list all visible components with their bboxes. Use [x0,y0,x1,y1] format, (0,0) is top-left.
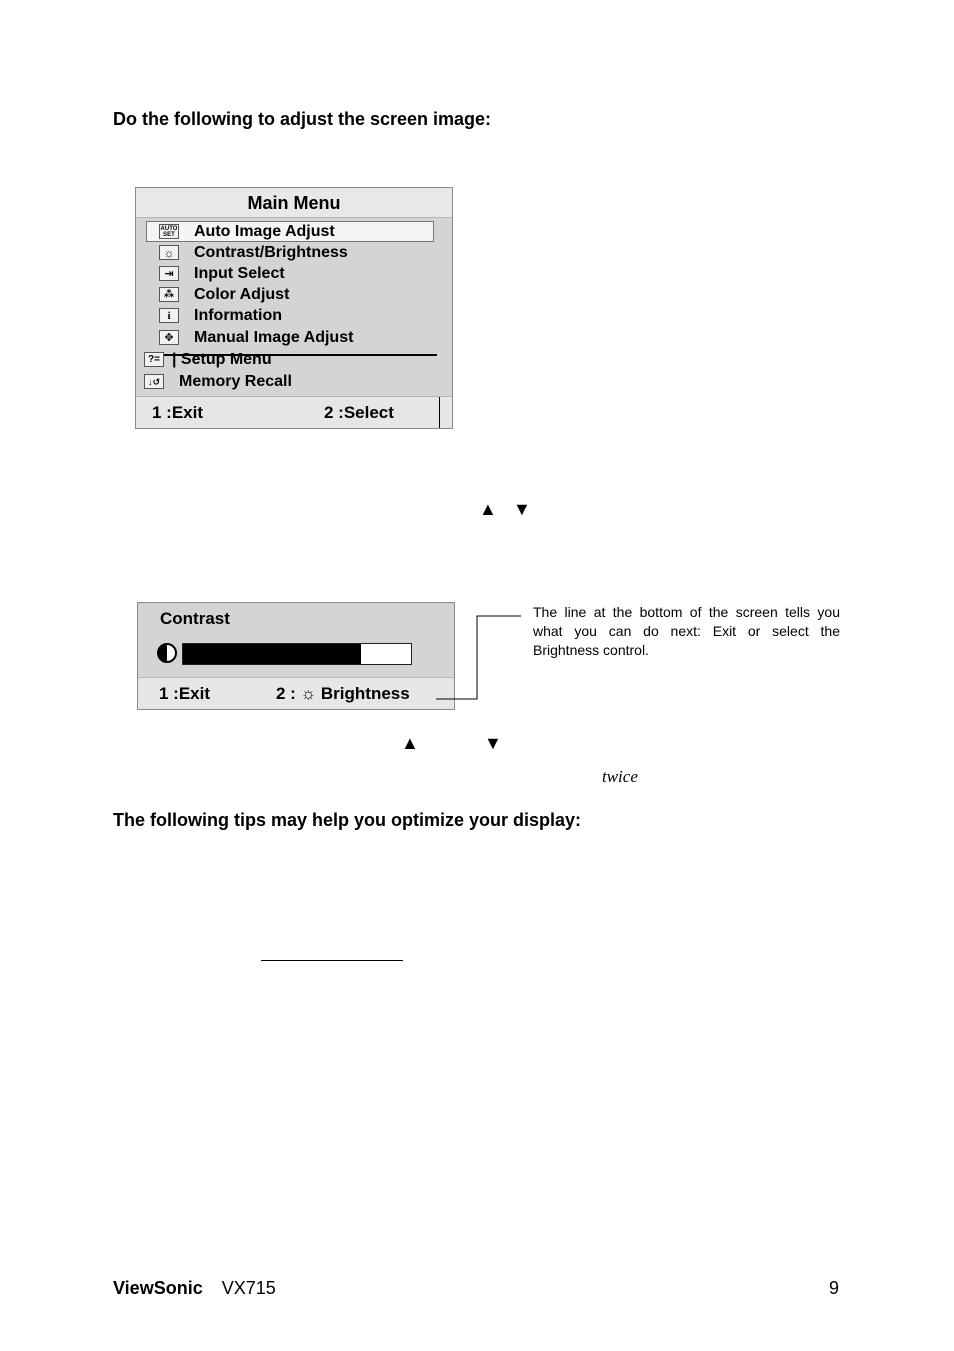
menu-item-label: Contrast/Brightness [194,243,348,261]
main-menu-osd [135,187,453,429]
brightness-hint [276,684,410,704]
menu-item-color-adjust[interactable] [159,284,289,305]
contrast-title: Contrast [160,609,230,628]
brand-name: ViewSonic [113,1278,203,1298]
down-arrow-icon: ▼ [484,733,502,753]
menu-item-label: Information [194,306,282,324]
contrast-osd [137,602,455,710]
menu-item-setup-menu[interactable] [144,349,272,370]
manual-adjust-icon: ✥ [159,330,179,345]
contrast-level-bar[interactable] [182,643,412,665]
up-arrow-icon: ▲ [479,499,497,519]
setup-menu-icon: ?= [144,352,164,367]
adjust-heading: Do the following to adjust the screen image: [113,109,492,129]
menu-item-label: Memory Recall [179,372,292,390]
contrast-footer [138,677,454,709]
main-menu-footer [136,396,452,428]
brightness-hint-label: Brightness [320,684,410,703]
callout-leader [430,610,525,705]
menu-item-memory-recall[interactable] [144,371,292,392]
page-number: 9 [829,1278,840,1298]
information-icon: i [159,308,179,323]
memory-recall-icon: ↓↺ [144,374,164,389]
menu-item-auto-image-adjust[interactable] [146,221,434,242]
menu-item-label: Input Select [194,264,285,282]
menu-item-label: Auto Image Adjust [194,222,335,240]
select-hint: 2 :Select [324,403,394,422]
exit-hint: 1 :Exit [152,403,204,422]
exit-hint: 1 :Exit [159,684,211,703]
up-arrow-icon: ▲ [401,733,419,753]
twice-text: twice [602,767,638,786]
model-name: VX715 [221,1278,276,1298]
main-menu-title: Main Menu [136,188,452,218]
menu-item-label: Color Adjust [194,285,290,303]
brightness-icon: ☼ [300,684,317,703]
auto-set-icon: AUTO SET [160,226,178,238]
callout-text: The line at the bottom of the screen tells you what you can do next: Exit or select the Brightness control. [533,604,840,658]
brightness-icon: ☼ [159,245,179,260]
menu-item-information[interactable] [159,305,282,326]
menu-item-label: Manual Image Adjust [194,328,354,346]
menu-item-manual-image-adjust[interactable] [159,327,353,348]
footer-edge [439,397,440,428]
brightness-hint-prefix: 2 : [276,684,296,703]
menu-item-contrast-brightness[interactable] [159,242,348,263]
page-footer [113,1278,276,1299]
contrast-icon [157,643,177,663]
menu-item-label: | Setup Menu [172,350,272,368]
input-select-icon: ⇥ [159,266,179,281]
menu-item-input-select[interactable] [159,263,285,284]
tips-heading: The following tips may help you optimize your display: [113,810,582,830]
down-arrow-icon: ▼ [513,499,531,519]
contrast-level-fill [183,644,361,664]
color-adjust-icon: ⁂ [159,287,179,302]
underline-rule [261,960,403,961]
